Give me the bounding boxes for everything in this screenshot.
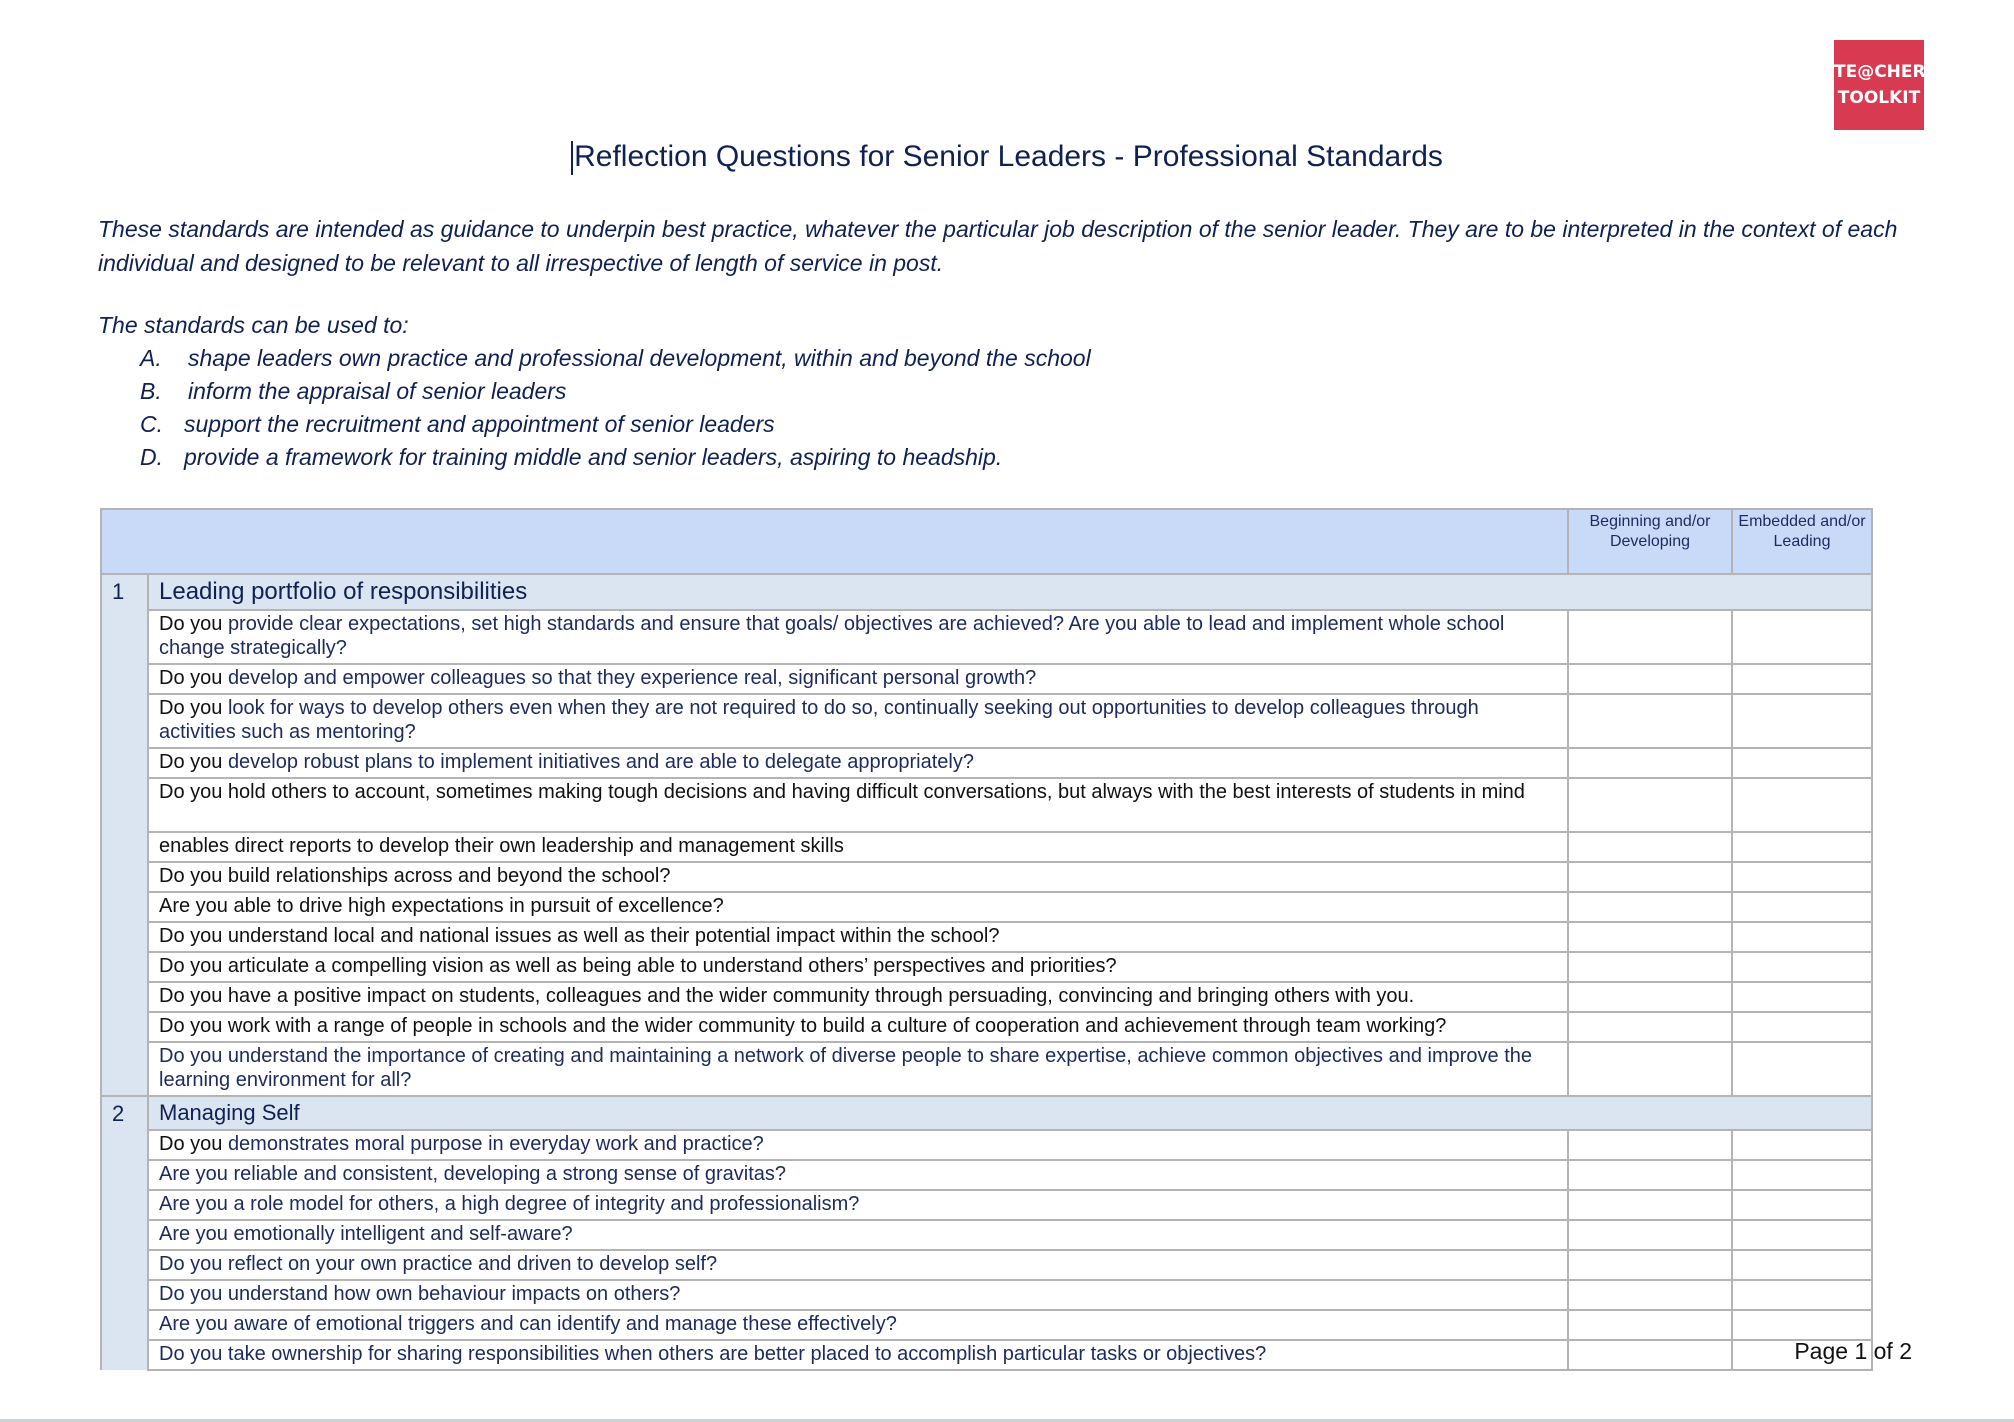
question-row <box>101 1280 1872 1310</box>
beginning-rating-cell[interactable] <box>1568 832 1732 862</box>
beginning-rating-cell[interactable] <box>1568 1160 1732 1190</box>
list-item <box>140 411 1091 444</box>
question-lead: Do you <box>159 697 228 719</box>
beginning-rating-cell[interactable] <box>1568 1190 1732 1220</box>
question-row <box>101 1160 1872 1190</box>
section-title: Leading portfolio of responsibilities <box>148 574 1872 610</box>
beginning-rating-cell[interactable] <box>1568 922 1732 952</box>
question-row <box>101 1042 1872 1096</box>
question-row <box>101 862 1872 892</box>
standards-table <box>100 508 1873 1371</box>
question-text <box>148 1130 1568 1160</box>
uses-list <box>140 345 1091 477</box>
logo-line-2: TOOLKIT <box>1837 88 1921 108</box>
question-text <box>148 1280 1568 1310</box>
question-body: Do you articulate a compelling vision as well as being able to understand others’ perspectives and priorities? <box>159 955 1117 977</box>
beginning-rating-cell[interactable] <box>1568 1280 1732 1310</box>
section-row <box>101 574 1872 610</box>
embedded-rating-cell[interactable] <box>1732 1220 1872 1250</box>
embedded-rating-cell[interactable] <box>1732 892 1872 922</box>
question-body: Do you build relationships across and beyond the school? <box>159 865 671 887</box>
uses-heading: The standards can be used to: <box>98 312 409 338</box>
beginning-rating-cell[interactable] <box>1568 952 1732 982</box>
list-text: support the recruitment and appointment of senior leaders <box>184 411 775 437</box>
list-letter: C. <box>140 411 163 437</box>
question-row <box>101 1012 1872 1042</box>
question-text <box>148 952 1568 982</box>
beginning-rating-cell[interactable] <box>1568 862 1732 892</box>
list-item <box>140 378 1091 411</box>
question-row <box>101 892 1872 922</box>
question-body: look for ways to develop others even when they are not required to do so, continually seeking out opportunities to develop colleagues through activities such as mentoring? <box>159 697 1479 743</box>
beginning-rating-cell[interactable] <box>1568 892 1732 922</box>
question-text <box>148 862 1568 892</box>
question-body: Are you reliable and consistent, developing a strong sense of gravitas? <box>159 1163 787 1185</box>
list-text: shape leaders own practice and professional development, within and beyond the school <box>188 345 1091 371</box>
question-text <box>148 1042 1568 1096</box>
question-row <box>101 694 1872 748</box>
question-text <box>148 832 1568 862</box>
embedded-rating-cell[interactable] <box>1732 664 1872 694</box>
list-letter: A. <box>140 345 162 371</box>
question-row <box>101 922 1872 952</box>
beginning-rating-cell[interactable] <box>1568 1042 1732 1096</box>
question-body: Do you take ownership for sharing responsibilities when others are better placed to accomplish particular tasks or objectives? <box>159 1343 1267 1365</box>
question-body: Are you able to drive high expectations in pursuit of excellence? <box>159 895 724 917</box>
list-item <box>140 345 1091 378</box>
table-body <box>101 574 1872 1370</box>
list-letter: D. <box>140 444 163 470</box>
question-body: Do you hold others to account, sometimes making tough decisions and having difficult conversations, but always with the best interests of students in mind <box>159 781 1525 803</box>
question-lead: Do you <box>159 613 228 635</box>
list-text: provide a framework for training middle and senior leaders, aspiring to headship. <box>184 444 1003 470</box>
question-row <box>101 952 1872 982</box>
question-row <box>101 982 1872 1012</box>
question-body: develop robust plans to implement initiatives and are able to delegate appropriately? <box>227 751 974 773</box>
embedded-rating-cell[interactable] <box>1732 610 1872 664</box>
beginning-rating-cell[interactable] <box>1568 1310 1732 1340</box>
embedded-rating-cell[interactable] <box>1732 1280 1872 1310</box>
question-row <box>101 610 1872 664</box>
beginning-rating-cell[interactable] <box>1568 1340 1732 1370</box>
embedded-rating-cell[interactable] <box>1732 1130 1872 1160</box>
beginning-rating-cell[interactable] <box>1568 664 1732 694</box>
section-row <box>101 1096 1872 1130</box>
question-row <box>101 778 1872 832</box>
beginning-rating-cell[interactable] <box>1568 1130 1732 1160</box>
embedded-rating-cell[interactable] <box>1732 862 1872 892</box>
question-row <box>101 1220 1872 1250</box>
question-row <box>101 748 1872 778</box>
header-blank <box>101 509 1568 574</box>
question-text <box>148 1190 1568 1220</box>
beginning-rating-cell[interactable] <box>1568 1012 1732 1042</box>
question-body: develop and empower colleagues so that they experience real, significant personal growth? <box>227 667 1037 689</box>
table-header-row <box>101 509 1872 574</box>
question-lead: Do you <box>159 1133 228 1155</box>
question-body: Do you reflect on your own practice and driven to develop self? <box>159 1253 718 1275</box>
question-body: Do you work with a range of people in schools and the wider community to build a culture of cooperation and achievement through team working? <box>159 1015 1447 1037</box>
question-text <box>148 748 1568 778</box>
question-lead: Do you <box>159 751 228 773</box>
embedded-rating-cell[interactable] <box>1732 952 1872 982</box>
intro-paragraph: These standards are intended as guidance to underpin best practice, whatever the particular job description of the senior leader. They are to be interpreted in the context of each individual and designed to be relevant to all irrespective of length of service in post. <box>98 216 1898 276</box>
section-title: Managing Self <box>148 1096 1872 1130</box>
text-cursor <box>571 141 573 175</box>
list-letter: B. <box>140 378 162 404</box>
page-number: Page 1 of 2 <box>1794 1338 1912 1364</box>
beginning-rating-cell[interactable] <box>1568 1220 1732 1250</box>
question-lead: Do you <box>159 667 228 689</box>
question-text <box>148 610 1568 664</box>
question-text <box>148 922 1568 952</box>
question-row <box>101 1340 1872 1370</box>
section-number: 2 <box>101 1096 148 1370</box>
question-row <box>101 832 1872 862</box>
embedded-rating-cell[interactable] <box>1732 1042 1872 1096</box>
page-title-text: Reflection Questions for Senior Leaders - Professional Standards <box>574 140 1443 173</box>
question-body: Are you aware of emotional triggers and can identify and manage these effectively? <box>159 1313 897 1335</box>
question-text <box>148 1220 1568 1250</box>
embedded-rating-cell[interactable] <box>1732 1250 1872 1280</box>
question-body: demonstrates moral purpose in everyday work and practice? <box>227 1133 764 1155</box>
question-text <box>148 1340 1568 1370</box>
embedded-rating-cell[interactable] <box>1732 694 1872 748</box>
question-body: Do you understand local and national issues as well as their potential impact within the school? <box>159 925 1000 947</box>
question-text <box>148 1012 1568 1042</box>
embedded-rating-cell[interactable] <box>1732 922 1872 952</box>
question-text <box>148 694 1568 748</box>
question-body: provide clear expectations, set high standards and ensure that goals/ objectives are achieved? Are you able to lead and implement whole school change strategically? <box>159 613 1505 659</box>
list-item <box>140 444 1091 477</box>
beginning-rating-cell[interactable] <box>1568 748 1732 778</box>
question-text <box>148 778 1568 832</box>
beginning-rating-cell[interactable] <box>1568 610 1732 664</box>
question-text <box>148 664 1568 694</box>
section-number: 1 <box>101 574 148 1096</box>
embedded-rating-cell[interactable] <box>1732 832 1872 862</box>
question-text <box>148 892 1568 922</box>
question-text <box>148 1250 1568 1280</box>
question-body: Do you understand the importance of creating and maintaining a network of diverse people to share expertise, achieve common objectives and improve the learning environment for all? <box>159 1045 1533 1091</box>
beginning-rating-cell[interactable] <box>1568 1250 1732 1280</box>
question-text <box>148 1160 1568 1190</box>
embedded-rating-cell[interactable] <box>1732 982 1872 1012</box>
header-embedded: Embedded and/or Leading <box>1732 509 1872 574</box>
question-body: Are you emotionally intelligent and self-aware? <box>159 1223 573 1245</box>
beginning-rating-cell[interactable] <box>1568 982 1732 1012</box>
embedded-rating-cell[interactable] <box>1732 1160 1872 1190</box>
question-row <box>101 1190 1872 1220</box>
question-row <box>101 1310 1872 1340</box>
question-body: Do you have a positive impact on students, colleagues and the wider community through persuading, convincing and bringing others with you. <box>159 985 1415 1007</box>
embedded-rating-cell[interactable] <box>1732 748 1872 778</box>
list-text: inform the appraisal of senior leaders <box>188 378 567 404</box>
question-body: enables direct reports to develop their own leadership and management skills <box>159 835 844 857</box>
beginning-rating-cell[interactable] <box>1568 694 1732 748</box>
embedded-rating-cell[interactable] <box>1732 778 1872 832</box>
teacher-toolkit-logo <box>1834 40 1924 130</box>
beginning-rating-cell[interactable] <box>1568 778 1732 832</box>
question-body: Do you understand how own behaviour impacts on others? <box>159 1283 681 1305</box>
question-text <box>148 1310 1568 1340</box>
embedded-rating-cell[interactable] <box>1732 1190 1872 1220</box>
embedded-rating-cell[interactable] <box>1732 1012 1872 1042</box>
question-row <box>101 664 1872 694</box>
embedded-rating-cell[interactable] <box>1732 1310 1872 1340</box>
question-row <box>101 1130 1872 1160</box>
page-title <box>0 140 2014 175</box>
question-text <box>148 982 1568 1012</box>
question-row <box>101 1250 1872 1280</box>
logo-line-1: TE@CHER <box>1834 62 1926 82</box>
question-body: Are you a role model for others, a high degree of integrity and professionalism? <box>159 1193 860 1215</box>
header-beginning: Beginning and/or Developing <box>1568 509 1732 574</box>
